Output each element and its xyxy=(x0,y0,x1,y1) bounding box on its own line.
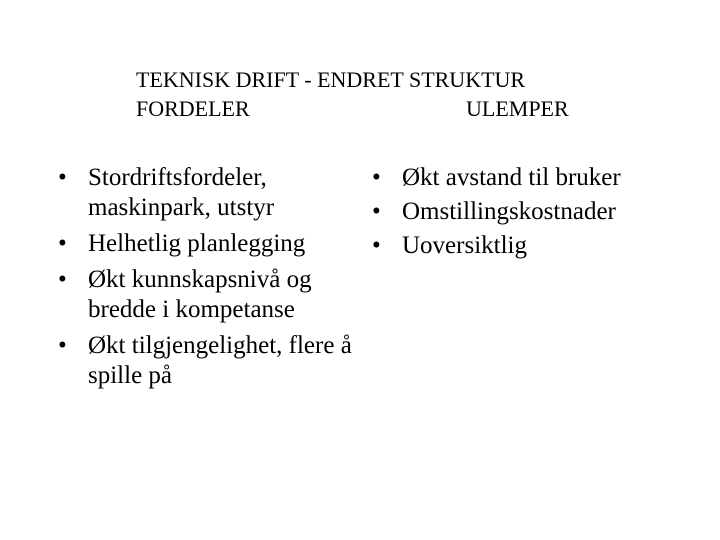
list-item-text: Omstillingskostnader xyxy=(402,198,616,225)
bullet-icon: • xyxy=(372,232,381,259)
bullet-icon: • xyxy=(58,332,67,359)
list-item xyxy=(372,197,712,227)
bullet-icon: • xyxy=(372,198,381,225)
list-item-text: Helhetlig planlegging xyxy=(88,230,306,257)
fordeler-heading: FORDELER xyxy=(136,96,250,121)
list-item-text: Økt tilgjengelighet, flere å spille på xyxy=(88,332,352,389)
slide-title: TEKNISK DRIFT - ENDRET STRUKTUR xyxy=(136,67,526,92)
bullet-icon: • xyxy=(58,266,67,293)
list-item xyxy=(58,229,358,259)
list-item xyxy=(58,163,358,223)
fordeler-list xyxy=(58,163,358,397)
list-item-text: Uoversiktlig xyxy=(402,232,527,259)
bullet-icon: • xyxy=(58,164,67,191)
list-item xyxy=(58,331,358,391)
bullet-icon: • xyxy=(372,164,381,191)
list-item-text: Stordriftsfordeler, maskinpark, utstyr xyxy=(88,164,275,221)
ulemper-heading: ULEMPER xyxy=(466,96,569,121)
bullet-icon: • xyxy=(58,230,67,257)
list-item xyxy=(372,231,712,261)
ulemper-list xyxy=(372,163,712,265)
list-item-text: Økt avstand til bruker xyxy=(402,164,621,191)
list-item-text: Økt kunnskapsnivå og bredde i kompetanse xyxy=(88,266,312,323)
list-item xyxy=(372,163,712,193)
list-item xyxy=(58,265,358,325)
